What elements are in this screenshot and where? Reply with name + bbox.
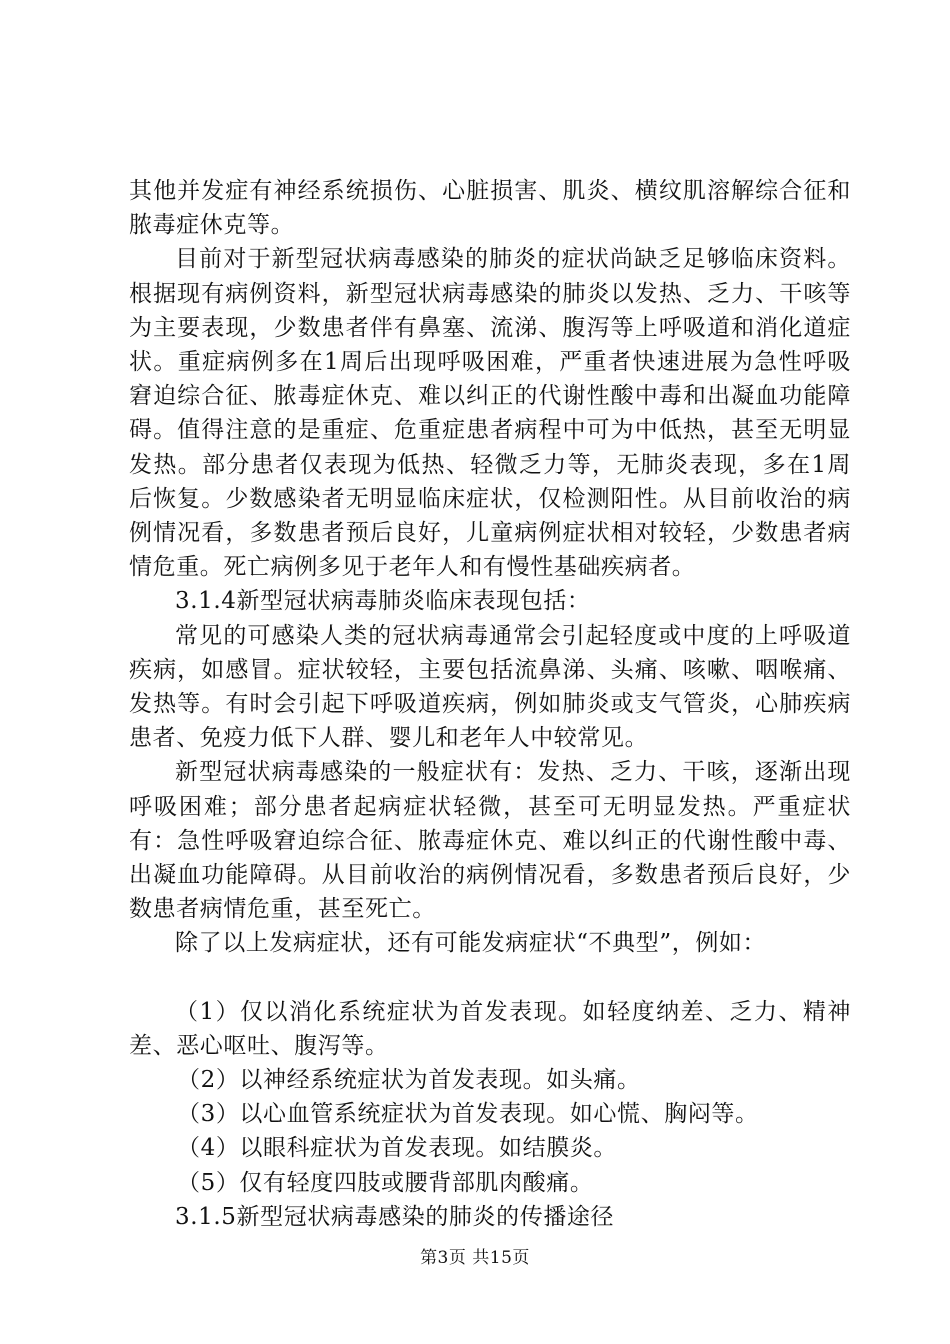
page-footer: 第3页 共15页 [420, 1248, 530, 1268]
list-item: （4）以眼科症状为首发表现。如结膜炎。 [177, 1135, 618, 1162]
list-item: （2）以神经系统症状为首发表现。如头痛。 [177, 1067, 641, 1094]
paragraph-complications: 其他并发症有神经系统损伤、心脏损害、肌炎、横纹肌溶解综合征和脓毒症休克等。 [129, 178, 851, 239]
section-heading-3-1-4: 3.1.4新型冠状病毒肺炎临床表现包括： [175, 588, 591, 615]
paragraph-atypical-intro: 除了以上发病症状，还有可能发病症状“不典型”，例如： [175, 930, 767, 957]
paragraph-symptoms-overview: 目前对于新型冠状病毒感染的肺炎的症状尚缺乏足够临床资料。根据现有病例资料，新型冠状病毒感染的肺炎以发热、乏力、干咳等为主要表现，少数患者伴有鼻塞、流涕、腹泻等上呼吸道和消化道症状。重症病例多在1周后出现呼吸困难，严重者快速进展为急性呼吸窘迫综合征、脓毒症休克、难以纠正的代谢性酸中毒和出凝血功能障碍。值得注意的是重症、危重症患者病程中可为中低热，甚至无明显发热。部分患者仅表现为低热、轻微乏力等，无肺炎表现，多在1周后恢复。少数感染者无明显临床症状，仅检测阳性。从目前收治的病例情况看，多数患者预后良好，儿童病例症状相对较轻，少数患者病情危重。死亡病例多见于老年人和有慢性基础疾病者。 [129, 246, 851, 581]
list-item: （1）仅以消化系统症状为首发表现。如轻度纳差、乏力、精神差、恶心呕吐、腹泻等。 [129, 998, 851, 1059]
list-item: （5）仅有轻度四肢或腰背部肌肉酸痛。 [177, 1169, 594, 1196]
document-body [129, 174, 851, 1234]
blank-line [129, 961, 851, 995]
paragraph-common-coronavirus: 常见的可感染人类的冠状病毒通常会引起轻度或中度的上呼吸道疾病，如感冒。症状较轻，主要包括流鼻涕、头痛、咳嗽、咽喉痛、发热等。有时会引起下呼吸道疾病，例如肺炎或支气管炎，心肺疾病患者、免疫力低下人群、婴儿和老年人中较常见。 [129, 622, 851, 752]
paragraph-general-symptoms: 新型冠状病毒感染的一般症状有：发热、乏力、干咳，逐渐出现呼吸困难；部分患者起病症状轻微，甚至可无明显发热。严重症状有：急性呼吸窘迫综合征、脓毒症休克、难以纠正的代谢性酸中毒、出凝血功能障碍。从目前收治的病例情况看，多数患者预后良好，少数患者病情危重，甚至死亡。 [129, 759, 851, 923]
section-heading-3-1-5: 3.1.5新型冠状病毒感染的肺炎的传播途径 [175, 1203, 615, 1230]
list-item: （3）以心血管系统症状为首发表现。如心慌、胸闷等。 [177, 1101, 759, 1128]
